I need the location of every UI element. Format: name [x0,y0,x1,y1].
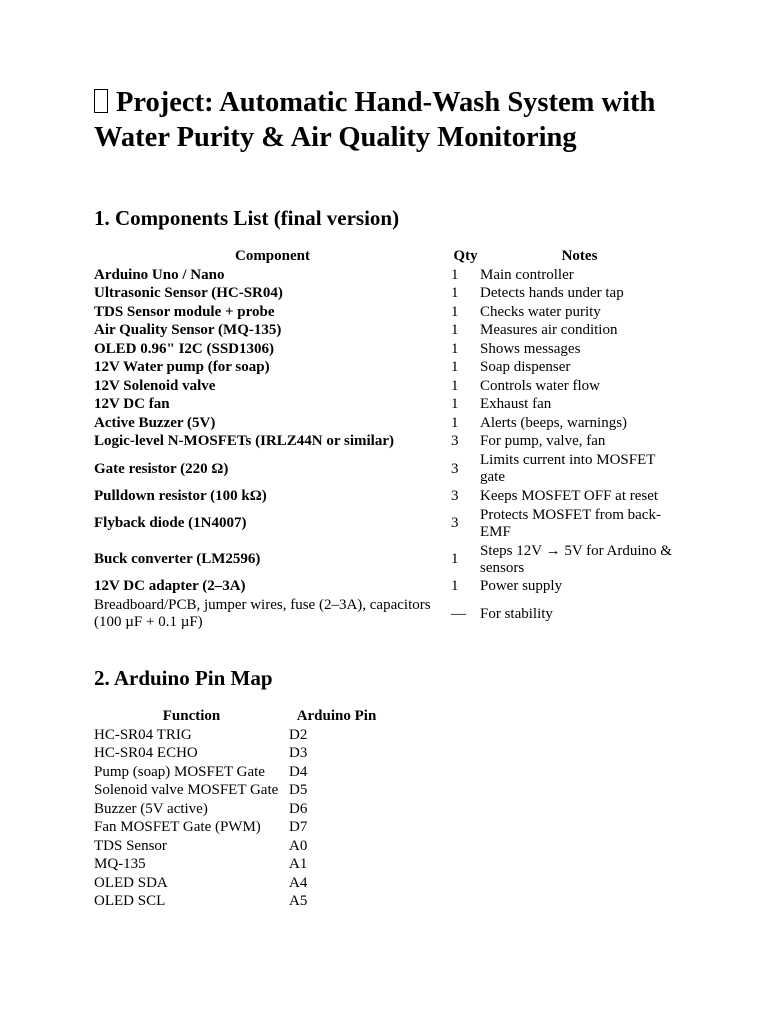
table-row [94,433,679,452]
table-row [94,745,384,764]
table-row [94,266,679,285]
component-qty: 1 [451,340,459,357]
table-row [94,856,384,875]
component-name: TDS Sensor module + probe [94,303,275,320]
pin-function: HC-SR04 TRIG [94,726,192,743]
pinmap-table [94,707,384,911]
table-row [94,359,679,378]
table-row [94,487,679,506]
component-name: Flyback diode (1N4007) [94,515,247,531]
table-row [94,874,384,893]
component-notes: Alerts (beeps, warnings) [480,414,628,431]
pin-value: D6 [289,800,308,817]
component-notes: Power supply [480,578,563,595]
component-notes: Limits current into MOSFET gate [480,452,656,485]
component-name: Breadboard/PCB, jumper wires, fuse (2–3A), capacitors (100 µF + 0.1 µF) [94,597,431,630]
component-notes: Steps 12V → 5V for Arduino & sensors [480,542,672,576]
table-row [94,578,679,597]
column-header-notes: Notes [561,248,598,264]
table-row [94,837,384,856]
table-row [94,322,679,341]
component-name: Ultrasonic Sensor (HC-SR04) [94,285,283,302]
component-notes: Controls water flow [480,377,600,394]
component-name: Air Quality Sensor (MQ-135) [94,322,282,339]
component-notes: Shows messages [480,340,581,357]
table-row [94,726,384,745]
pin-value: D3 [289,745,308,762]
component-notes: For pump, valve, fan [480,433,606,450]
section-heading-components: 1. Components List (final version) [94,206,400,230]
component-notes: For stability [480,605,553,622]
column-header-arduino-pin: Arduino Pin [296,708,377,724]
column-header-function: Function [162,708,221,724]
column-header-qty: Qty [453,248,478,264]
component-name: 12V DC fan [94,396,170,413]
component-qty: 1 [451,377,459,394]
pin-value: D7 [289,819,308,836]
component-notes: Main controller [480,266,574,283]
pin-function: Solenoid valve MOSFET Gate [94,782,279,799]
table-row [94,285,679,304]
pin-function: MQ-135 [94,856,146,873]
table-row [94,506,679,542]
pin-function: HC-SR04 ECHO [94,745,198,762]
pin-value: D5 [289,782,308,799]
pin-value: A5 [289,893,308,910]
component-name: Logic-level N-MOSFETs (IRLZ44N or similar) [94,433,394,450]
component-qty: 3 [451,433,459,450]
component-qty: 1 [451,414,459,431]
table-row [94,377,679,396]
component-qty: 1 [451,303,459,320]
component-qty: 1 [451,396,459,413]
component-qty: 1 [451,285,459,302]
component-name: Active Buzzer (5V) [94,414,216,431]
pin-value: A1 [289,856,308,873]
pin-function: Fan MOSFET Gate (PWM) [94,819,261,836]
table-row [94,893,384,912]
pin-value: A0 [289,837,308,854]
components-table [94,247,679,632]
component-name: Gate resistor (220 Ω) [94,460,229,477]
component-notes: Exhaust fan [480,396,552,413]
component-qty: 1 [451,551,459,567]
component-name: Buck converter (LM2596) [94,551,261,567]
section-heading-pinmap: 2. Arduino Pin Map [94,666,273,690]
pin-function: Buzzer (5V active) [94,800,208,817]
pin-function: OLED SCL [94,893,166,910]
table-header-row [94,707,384,726]
document-title-text: Project: Automatic Hand-Wash System with Water Purity & Air Quality Monitoring [94,87,656,153]
pin-function: TDS Sensor [94,837,167,854]
column-header-component: Component [234,248,310,264]
component-qty: — [451,605,466,622]
table-row [94,340,679,359]
component-notes: Checks water purity [480,303,601,320]
pin-value: D2 [289,726,308,743]
component-name: 12V Solenoid valve [94,377,216,394]
component-qty: 3 [451,515,459,531]
document-title [94,86,694,155]
table-row [94,596,679,632]
pin-function: OLED SDA [94,874,168,891]
table-row [94,451,679,487]
component-name: Pulldown resistor (100 kΩ) [94,487,267,504]
table-header-row [94,247,679,266]
table-row [94,396,679,415]
component-name: OLED 0.96" I2C (SSD1306) [94,340,275,357]
component-name: Arduino Uno / Nano [94,266,225,283]
component-notes: Detects hands under tap [480,285,624,302]
component-notes: Keeps MOSFET OFF at reset [480,487,659,504]
table-row [94,414,679,433]
pin-value: D4 [289,763,308,780]
pin-function: Pump (soap) MOSFET Gate [94,763,265,780]
table-row [94,819,384,838]
pin-value: A4 [289,874,308,891]
table-row [94,542,679,578]
component-qty: 3 [451,460,459,477]
table-row [94,800,384,819]
table-row [94,763,384,782]
table-row [94,782,384,801]
component-notes: Measures air condition [480,322,618,339]
component-qty: 1 [451,266,459,283]
component-qty: 1 [451,322,459,339]
component-qty: 1 [451,359,459,376]
component-name: 12V Water pump (for soap) [94,359,270,376]
component-name: 12V DC adapter (2–3A) [94,578,246,595]
component-notes: Soap dispenser [480,359,571,376]
component-notes: Protects MOSFET from back-EMF [480,506,661,540]
component-qty: 3 [451,487,459,504]
missing-glyph-icon [94,89,108,113]
component-qty: 1 [451,578,459,595]
table-row [94,303,679,322]
